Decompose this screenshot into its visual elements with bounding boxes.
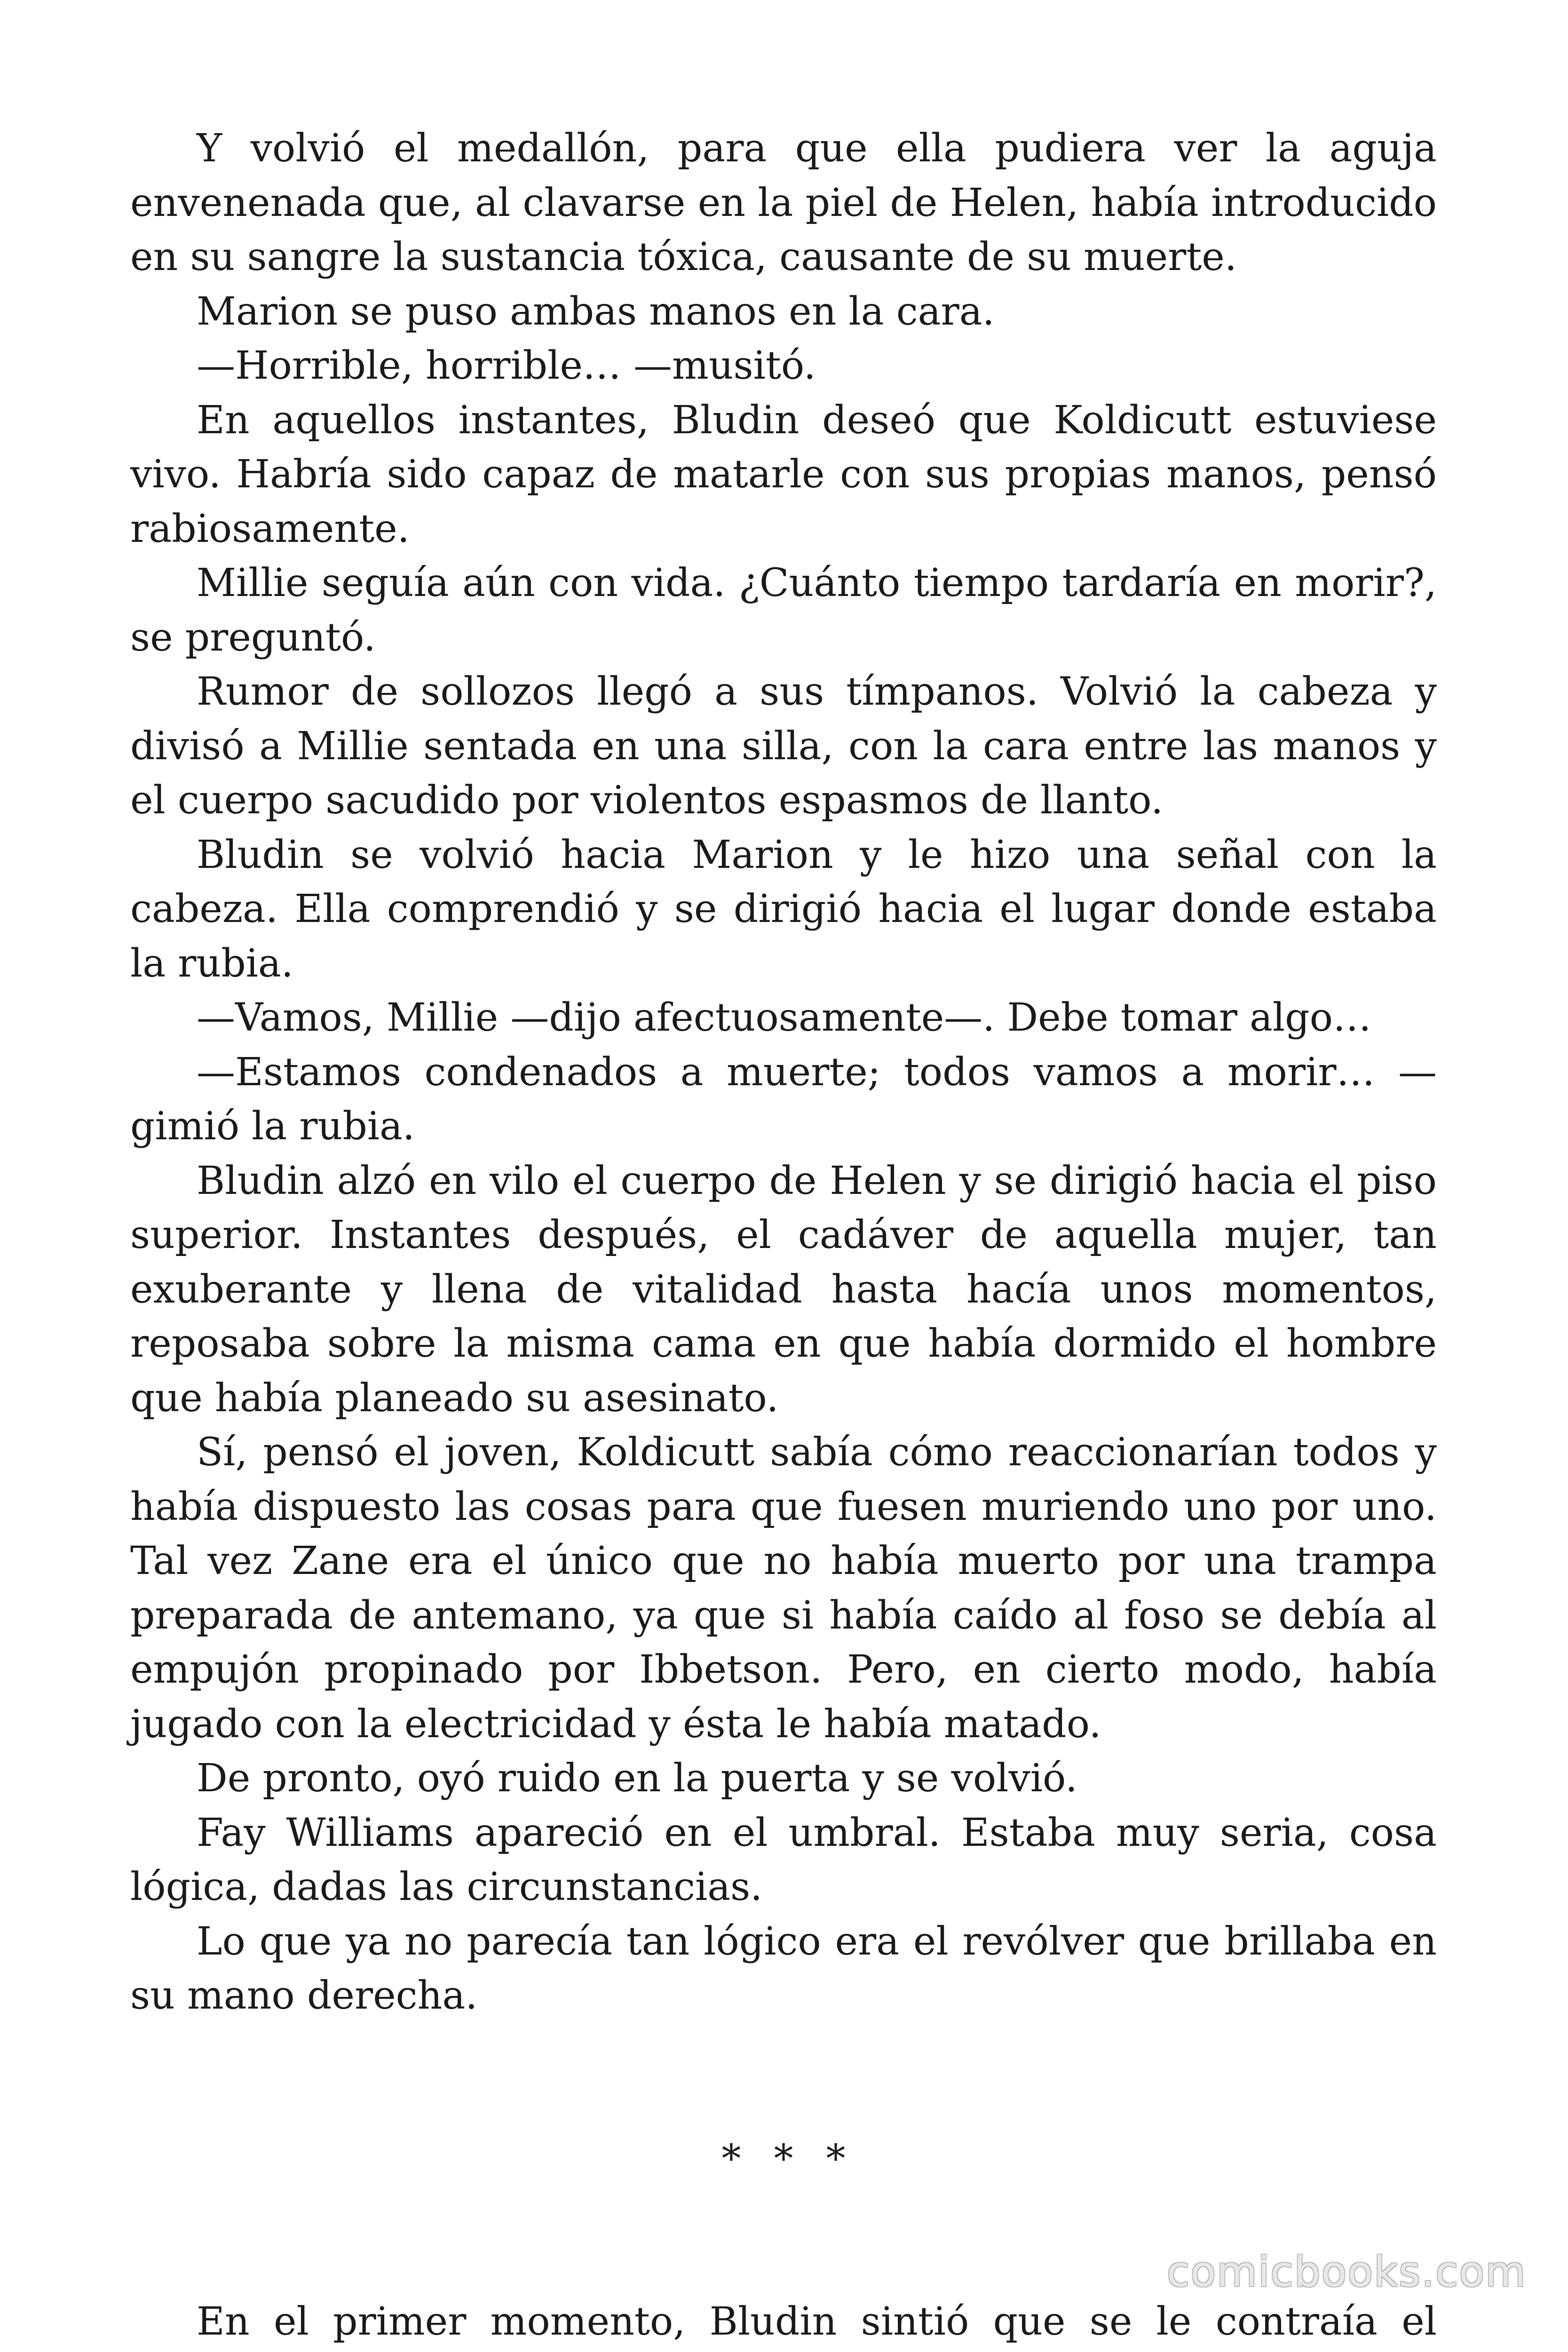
- paragraph: Marion se puso ambas manos en la cara.: [197, 289, 995, 334]
- paragraph: —Estamos condenados a muerte; todos vamos a morir… —gimió la rubia.: [130, 1049, 1437, 1149]
- watermark: comicbooks.com: [1166, 2248, 1527, 2296]
- scene-break: * * *: [721, 2136, 856, 2181]
- paragraph: —Horrible, horrible… —musitó.: [197, 343, 816, 388]
- paragraph: Bludin alzó en vilo el cuerpo de Helen y se dirigió hacia el piso superior. Instantes después, el cadáver de aquella mujer, tan exuberante y llena de vitalidad hasta hacía unos momentos, reposaba sobre la misma cama en que había dormido el hombre que había planeado su asesinato.: [130, 1158, 1437, 1421]
- paragraph: De pronto, oyó ruido en la puerta y se volvió.: [197, 1756, 1077, 1801]
- paragraph: En aquellos instantes, Bludin deseó que Koldicutt estuviese vivo. Habría sido capaz de matarle con sus propias manos, pensó rabiosamente.: [130, 397, 1437, 551]
- paragraph: Fay Williams apareció en el umbral. Estaba muy seria, cosa lógica, dadas las circunstancias.: [130, 1810, 1437, 1909]
- paragraph: En el primer momento, Bludin sintió que se le contraía el: [197, 2299, 1437, 2344]
- paragraph: Lo que ya no parecía tan lógico era el revólver que brillaba en su mano derecha.: [130, 1919, 1437, 2018]
- paragraph: Y volvió el medallón, para que ella pudiera ver la aguja envenenada que, al clavarse en la piel de Helen, había introducido en su sangre la sustancia tóxica, causante de su muerte.: [130, 126, 1437, 279]
- paragraph: Sí, pensó el joven, Koldicutt sabía cómo reaccionarían todos y había dispuesto las cosas para que fuesen muriendo uno por uno. Tal vez Zane era el único que no había muerto por una trampa preparada de antemano, ya que si había caído al foso se debía al empujón propinado por Ibbetson. Pero, en cierto modo, había jugado con la electricidad y ésta le había matado.: [130, 1430, 1437, 1747]
- paragraph: Bludin se volvió hacia Marion y le hizo una señal con la cabeza. Ella comprendió y se dirigió hacia el lugar donde estaba la rubia.: [130, 832, 1437, 986]
- paragraph: Millie seguía aún con vida. ¿Cuánto tiempo tardaría en morir?, se preguntó.: [130, 561, 1437, 660]
- page-body: [130, 121, 1437, 2349]
- paragraph: —Vamos, Millie —dijo afectuosamente—. Debe tomar algo…: [197, 995, 1371, 1040]
- paragraph: Rumor de sollozos llegó a sus tímpanos. Volvió la cabeza y divisó a Millie sentada en una silla, con la cara entre las manos y el cuerpo sacudido por violentos espasmos de llanto.: [130, 669, 1437, 823]
